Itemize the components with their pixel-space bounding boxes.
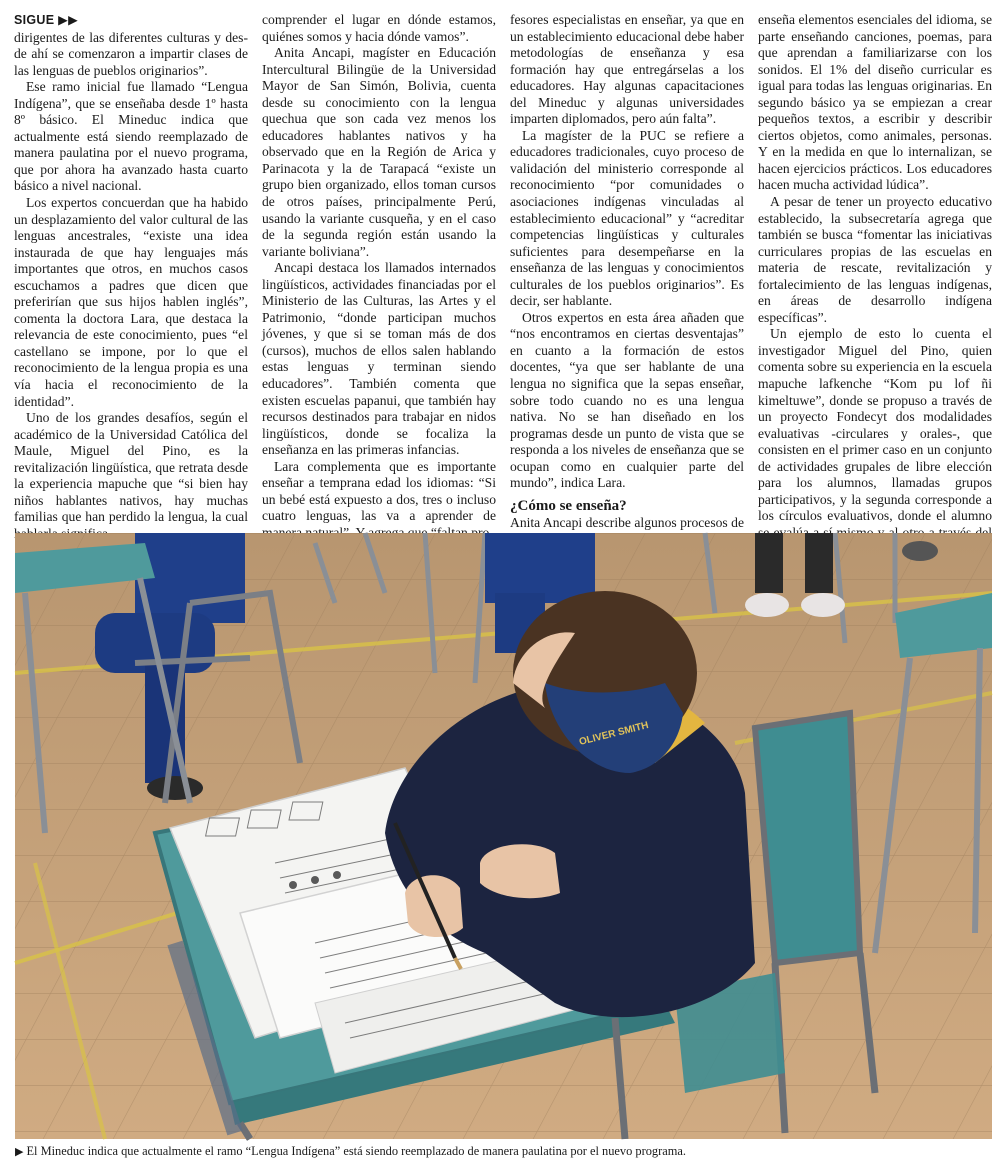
paragraph: Anita Ancapi describe algunos procesos de bbox=[510, 514, 744, 530]
paragraph: La magíster de la PUC se refiere a educadores tradicionales, cuyo proceso de validación del ministerio corresponde al reconocimiento “por comunidades o asociaciones indígenas vinculadas al establecimiento educacional” y “acreditar competencias lingüísticas y culturales suficientes para desempeñarse en la enseñanza de las lenguas y conocimientos culturales de los pueblos originarios”. Es decir, ser hablante. bbox=[510, 127, 744, 309]
subheading: ¿Cómo se enseña? bbox=[510, 497, 627, 514]
sigue-label: SIGUE ▶▶ bbox=[14, 13, 78, 27]
paragraph: fesores especialistas en enseñar, ya que en un establecimiento educacional debe haber metodologías de enseñanza y esa formación hay que entregárselas a los educadores. Hay algunas capacitaciones del Mineduc y algunas universidades imparten diplomados, pero aún falta”. bbox=[510, 12, 744, 127]
paragraph: A pesar de tener un proyecto educativo establecido, la subsecretaría agrega que también se busca “fomentar las iniciativas curriculares propias de las escuelas en materia de rescate, revitalización y fortalecimiento de las lenguas indígenas, en áreas de desarrollo indígena específicas”. bbox=[758, 194, 992, 325]
caption-marker-icon: ▶ bbox=[15, 1146, 24, 1158]
article-column-2 bbox=[262, 12, 496, 530]
classroom-photo-illustration bbox=[15, 533, 992, 1139]
mask-logo-text: OLIVER SMITH bbox=[578, 720, 650, 748]
paragraph: enseña elementos esenciales del idioma, se parte enseñando canciones, poemas, para que aprendan a familiarizarse con los sonidos. El 1% del diseño curricular es igual para todas las lenguas originarias. En segundo básico ya se empiezan a crear pequeños textos, a escribir y describir ciertos objetos, como animales, personas. Y en la medida en que lo internalizan, se hacen ejercicios prácticos. Los educadores hacen mucha actividad lúdica”. bbox=[758, 12, 992, 193]
paragraph: comprender el lugar en dónde estamos, quiénes somos y hacia dónde vamos”. bbox=[262, 12, 496, 44]
paragraph: Otros expertos en esta área añaden que “nos encontramos en ciertas desventajas” en cuanto a la formación de estos docentes, “ya que ser hablante de una lengua no significa que la sepas enseñar, sobre todo cuando no es una lengua nativa. No se han diseñado en los programas desde un punto de vista que se responda a los niveles de enseñanza que se ocupan como en cualquier parte del mundo”, indica Lara. bbox=[510, 309, 744, 491]
paragraph bbox=[758, 326, 992, 558]
paragraph: Los expertos concuerdan que ha habido un desplazamiento del valor cultural de las lenguas ancestrales, “existe una idea instaurada de que hay lenguajes más importantes que otros, en muchos casos escuchamos a padres que dicen que preferirían que sus hijos hablen inglés”, comenta la doctora Lara, que destaca la relevancia de este conocimiento, pues “el castellano se impone, por lo que el reconocimiento de la lengua propia es una vía hacia el reconocimiento de la identidad”. bbox=[14, 195, 248, 409]
paragraph: Ese ramo inicial fue llamado “Lengua Indígena”, que se enseñaba desde 1º hasta 8º básico. El Mineduc indica que actualmente está siendo reemplazado de manera paulatina por el nuevo programa, que por ahora ha avanzado hasta cuarto básico a nivel nacional. bbox=[14, 79, 248, 194]
article-column-1 bbox=[14, 12, 248, 530]
paragraph-text: Un ejemplo de esto lo cuenta el investigador Miguel del Pino, quien comenta sobre su experiencia en la escuela mapuche lafkenche “Kom pu lof ñi kimeltuwe”, donde se propuso a través de un proyecto Fondecyt dos modalidades evaluativas -circulares y orales-, que consisten en el primer caso en un conjunto de actividades grupales de libre elección para los alumnos, llamadas grupos participativos, y la segunda corresponde a los círculos evaluativos, donde el alumno bbox=[758, 326, 992, 524]
paragraph: Anita Ancapi, magíster en Educación Intercultural Bilingüe de la Universidad Mayor de San Simón, Bolivia, cuenta desde su conocimiento con la lengua quechua que son cada vez menos los educadores hablantes nativos y ha observado que en la Región de Arica y Parinacota y la de Tarapacá “existe un grupo bien organizado, ellos toman cursos de otros países, principalmente Perú, usando la variante cusqueña, y en el caso de la segunda región están usando la variante boliviana”. bbox=[262, 45, 496, 259]
paragraph: Lara complementa que es importante enseñar a temprana edad los idiomas: “Si un bebé está expuesto a dos, tres o incluso cuatro lenguas, las va a aprender de bbox=[262, 458, 496, 524]
article-column-4 bbox=[758, 12, 992, 530]
photo-caption bbox=[15, 1144, 992, 1160]
paragraph: Uno de los grandes desafíos, según el académico de la Universidad Católica del Maule, Miguel del Pino, es la revitalización lingüística, que retrata desde la experiencia mapuche que “si bien hay niños hablantes nativos, hay muchas familias que han perdido la lengua, la cual bbox=[14, 410, 248, 525]
paragraph: dirigentes de las diferentes culturas y des-de ahí se comenzaron a impartir clases de las lenguas de pueblos originarios”. bbox=[14, 29, 248, 78]
article-columns bbox=[14, 12, 992, 530]
caption-text: El Mineduc indica que actualmente el ramo “Lengua Indígena” está siendo reemplazado de manera paulatina por el nuevo programa. bbox=[26, 1144, 686, 1158]
paragraph: Ancapi destaca los llamados internados lingüísticos, actividades financiadas por el Ministerio de las Culturas, las Artes y el Patrimonio, “donde participan muchos jóvenes, y que si se toman más de dos (cursos), muchos de ellos salen hablando estas lenguas y terminan siendo educadores”. También comenta que existen escuelas papanui, que también hay recursos destinados para trabajar en nidos lingüísticos, donde se focaliza la enseñanza en las primeras infancias. bbox=[262, 260, 496, 458]
classroom-photo bbox=[15, 533, 992, 1139]
article-column-3 bbox=[510, 12, 744, 530]
